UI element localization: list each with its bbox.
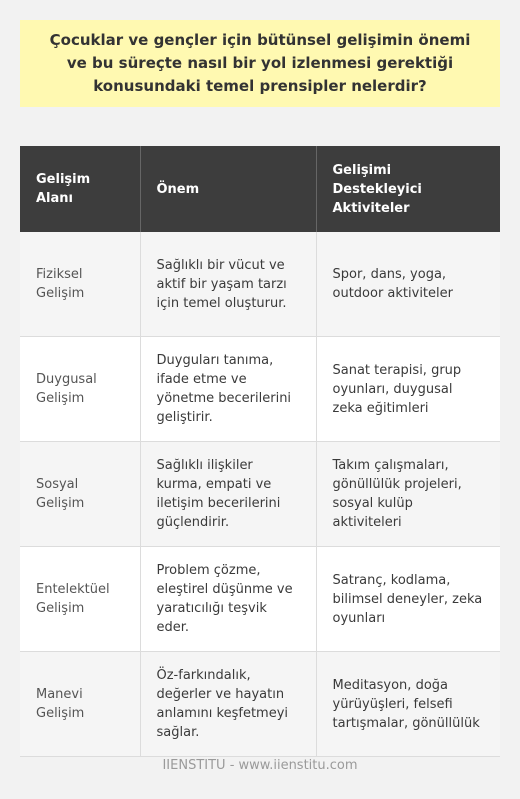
title-banner (20, 20, 500, 107)
table-row (20, 232, 500, 337)
table-row (20, 547, 500, 652)
cell-importance: Duyguları tanıma, ifade etme ve yönetme becerilerini geliştirir. (140, 337, 316, 442)
cell-importance: Sağlıklı bir vücut ve aktif bir yaşam tarzı için temel oluşturur. (140, 232, 316, 337)
footer-credit: IIENSTITU - www.iienstitu.com (162, 758, 358, 773)
development-table (20, 146, 500, 757)
cell-activities: Spor, dans, yoga, outdoor aktiviteler (316, 232, 500, 337)
cell-area: Manevi Gelişim (20, 652, 140, 757)
cell-area: Duygusal Gelişim (20, 337, 140, 442)
table-header-row (20, 146, 500, 232)
cell-activities: Meditasyon, doğa yürüyüşleri, felsefi tartışmalar, gönüllülük (316, 652, 500, 757)
cell-importance: Problem çözme, eleştirel düşünme ve yaratıcılığı teşvik eder. (140, 547, 316, 652)
table-row (20, 442, 500, 547)
cell-area: Fiziksel Gelişim (20, 232, 140, 337)
table-row (20, 337, 500, 442)
header-importance: Önem (140, 146, 316, 232)
cell-area: Entelektüel Gelişim (20, 547, 140, 652)
cell-importance: Sağlıklı ilişkiler kurma, empati ve iletişim becerilerini güçlendirir. (140, 442, 316, 547)
header-activities: Gelişimi Destekleyici Aktiviteler (316, 146, 500, 232)
cell-activities: Takım çalışmaları, gönüllülük projeleri, sosyal kulüp aktiviteleri (316, 442, 500, 547)
header-area: Gelişim Alanı (20, 146, 140, 232)
cell-activities: Sanat terapisi, grup oyunları, duygusal zeka eğitimleri (316, 337, 500, 442)
cell-importance: Öz-farkındalık, değerler ve hayatın anlamını keşfetmeyi sağlar. (140, 652, 316, 757)
table-row (20, 652, 500, 757)
cell-area: Sosyal Gelişim (20, 442, 140, 547)
page-title: Çocuklar ve gençler için bütünsel gelişimin önemi ve bu süreçte nasıl bir yol izlenmesi gerektiği konusundaki temel prensipler nelerdir? (49, 31, 471, 95)
cell-activities: Satranç, kodlama, bilimsel deneyler, zeka oyunları (316, 547, 500, 652)
